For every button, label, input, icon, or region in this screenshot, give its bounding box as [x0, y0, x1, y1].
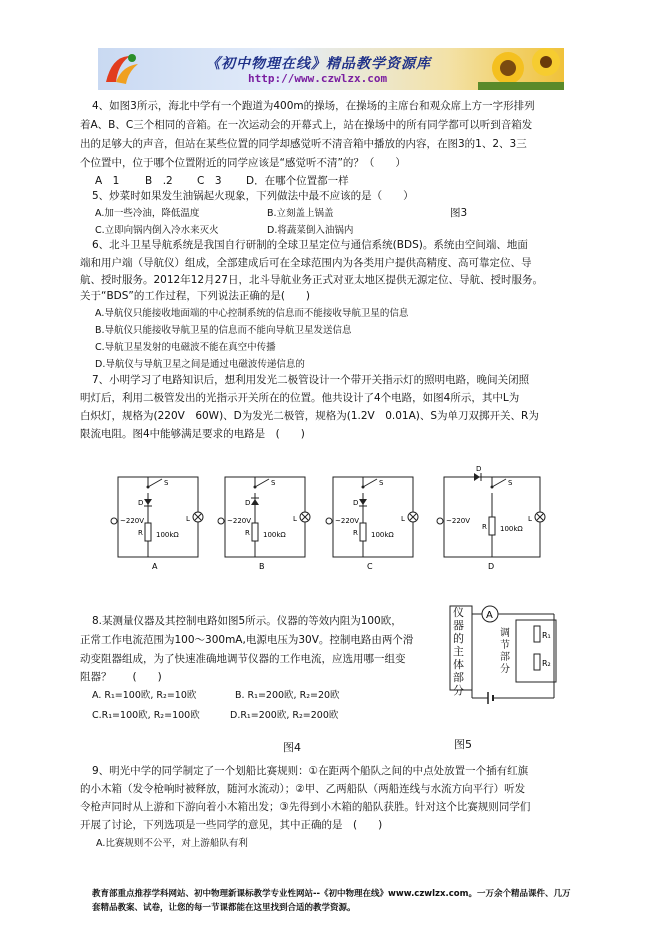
switch-symbol: S: [379, 479, 384, 487]
q8-line-2: 正常工作电流范围为100～300mA,电源电压为30V。控制电路由两个滑: [80, 634, 414, 646]
q7-line-3: 白炽灯，规格为(220V 60W)、D为发光二极管，规格为(1.2V 0.01A)、S为单刀双掷开关、R为: [80, 410, 539, 422]
circuit-letter: B: [259, 562, 265, 571]
fig3-label: 图3: [450, 207, 468, 219]
q9-line-3: 令枪声同时从上游和下游向着小木箱出发；③先得到小木箱的船队获胜。针对这个比赛规则同学们: [80, 801, 531, 813]
voltage-label: ~220V: [446, 517, 471, 525]
q8-option-b: B. R₁=200欧, R₂=20欧: [235, 690, 340, 701]
q8-line-1: 8.某测量仪器及其控制电路如图5所示。仪器的等效内阻为100欧，: [92, 615, 402, 627]
q6-line-3: 航、授时服务。2012年12月27日，北斗导航业务正式对亚太地区提供无源定位、导航、授时服务。: [80, 274, 543, 286]
q4-option-a: A 1: [95, 175, 120, 187]
q6-option-d: D.导航仪与导航卫星之间是通过电磁波传递信息的: [95, 359, 305, 370]
circuit-diagram-b: [215, 463, 311, 573]
voltage-label: ~220V: [227, 517, 252, 525]
adjust-label: 调节部分: [500, 628, 510, 675]
q6-option-c: C.导航卫星发射的电磁波不能在真空中传播: [95, 342, 276, 353]
q6-line-2: 端和用户端（导航仪）组成，全部建成后可在全球范围内为各类用户提供高精度、高可靠定位、导: [80, 257, 532, 269]
q6-line-1: 6、北斗卫星导航系统是我国自行研制的全球卫星定位与通信系统(BDS)。系统由空间端、地面: [92, 239, 528, 251]
resistor-symbol: R: [245, 529, 250, 537]
resistor-symbol: R: [138, 529, 143, 537]
switch-symbol: S: [271, 479, 276, 487]
resistor-symbol: R: [353, 529, 358, 537]
circuit-diagram-a: [108, 463, 204, 573]
q4-line-3: 出的足够大的声音，但站在某些位置的同学却感觉听不清音箱中播放的内容，在图3的1、2、3三: [80, 138, 527, 150]
resistor-symbol: R: [482, 523, 487, 531]
switch-symbol: S: [508, 479, 513, 487]
q5-option-b: B.立刻盖上锅盖: [267, 208, 334, 219]
sunflower-image: [478, 48, 564, 90]
q5-option-a: A.加一些冷油，降低温度: [95, 208, 200, 219]
q4-option-c: C 3: [197, 175, 222, 187]
q8-option-d: D.R₁=200欧, R₂=200欧: [230, 710, 339, 721]
q8-line-3: 动变阻器组成，为了快速准确地调节仪器的工作电流，应选用哪一组变: [80, 653, 406, 665]
q8-line-4: 阻器？ ( ): [80, 671, 162, 683]
r2-label: R₂: [542, 659, 551, 668]
site-logo: [102, 50, 144, 88]
circuit-diagram-d: [430, 463, 550, 573]
lamp-symbol: L: [401, 515, 405, 523]
banner-url[interactable]: http://www.czwlzx.com: [248, 72, 388, 85]
banner-title: 《初中物理在线》精品教学资源库: [206, 56, 431, 72]
q7-line-2: 明灯后，利用二极管发出的光指示开关所在的位置。他共设计了4个电路，如图4所示，其中L为: [80, 392, 520, 404]
q9-option-a: A.比赛规则不公平，对上游船队有利: [96, 838, 248, 849]
fig4-caption: 图4: [283, 741, 301, 754]
q5-stem: 5、炒菜时如果发生油锅起火现象，下列做法中最不应该的是（ ）: [92, 190, 414, 202]
q4-option-b: B .2: [145, 175, 173, 187]
circuit-letter: C: [367, 562, 373, 571]
r1-label: R₁: [542, 631, 551, 640]
q4-line-1: 4、如图3所示，海北中学有一个跑道为400m的操场，在操场的主席台和观众席上方一字形排列: [92, 100, 535, 112]
diode-symbol: D: [245, 499, 251, 507]
q4-line-2: 着A、B、C三个相同的音箱。在一次运动会的开幕式上，站在操场中的所有同学都可以听到音箱发: [80, 119, 533, 131]
q8-option-c: C.R₁=100欧, R₂=100欧: [92, 710, 200, 721]
diode-symbol: D: [353, 499, 359, 507]
diode-symbol: D: [476, 465, 482, 473]
resistor-value: 100kΩ: [156, 531, 179, 539]
switch-symbol: S: [164, 479, 169, 487]
lamp-symbol: L: [186, 515, 190, 523]
q5-option-c: C.立即向锅内倒入冷水来灭火: [95, 225, 219, 236]
q7-line-4: 限流电阻。图4中能够满足要求的电路是 ( ): [80, 428, 305, 440]
q4-option-d: D．在哪个位置都一样: [246, 175, 349, 187]
circuit-diagram-c: [323, 463, 419, 573]
resistor-value: 100kΩ: [263, 531, 286, 539]
lamp-symbol: L: [528, 515, 532, 523]
circuit-letter: A: [152, 562, 158, 571]
voltage-label: ~220V: [335, 517, 360, 525]
q4-line-4: 个位置中，位于哪个位置附近的同学应该是“感觉听不清”的？（ ）: [80, 157, 406, 169]
resistor-value: 100kΩ: [500, 525, 523, 533]
ammeter-label: A: [486, 610, 493, 621]
q6-option-a: A.导航仪只能接收地面端的中心控制系统的信息而不能接收导航卫星的信息: [95, 308, 409, 319]
fig5-caption: 图5: [454, 738, 472, 751]
q7-line-1: 7、小明学习了电路知识后，想利用发光二极管设计一个带开关指示灯的照明电路，晚间关闭照: [92, 374, 530, 386]
q9-line-4: 开展了讨论，下列选项是一些同学的意见，其中正确的是 ( ): [80, 819, 383, 831]
resistor-value: 100kΩ: [371, 531, 394, 539]
q6-option-b: B.导航仪只能接收导航卫星的信息而不能向导航卫星发送信息: [95, 325, 352, 336]
page-footer: 教育部重点推荐学科网站、初中物理新课标教学专业性网站--《初中物理在线》www.czwlzx.com。一万余个精品课件、几万套精品教案、试卷，让您的每一节课都能在这里找到合适的教学资源。: [92, 889, 571, 913]
q9-line-1: 9、明光中学的同学制定了一个划船比赛规则：①在距两个船队之间的中点处放置一个插有红旗: [92, 765, 529, 777]
instrument-label: 仪器的主体部分: [453, 606, 464, 697]
q8-option-a: A. R₁=100欧, R₂=10欧: [92, 690, 197, 701]
circuit-letter: D: [488, 562, 495, 571]
q6-line-4: 关于“BDS”的工作过程，下列说法正确的是( ): [80, 290, 311, 302]
diode-symbol: D: [138, 499, 144, 507]
lamp-symbol: L: [293, 515, 297, 523]
header-banner: [98, 48, 564, 90]
q5-option-d: D.将蔬菜倒入油锅内: [267, 225, 354, 236]
q9-line-2: 的小木箱（发令枪响时被释放，随河水流动）；②甲、乙两船队（两船连线与水流方向平行）听发: [80, 783, 526, 795]
voltage-label: ~220V: [120, 517, 145, 525]
